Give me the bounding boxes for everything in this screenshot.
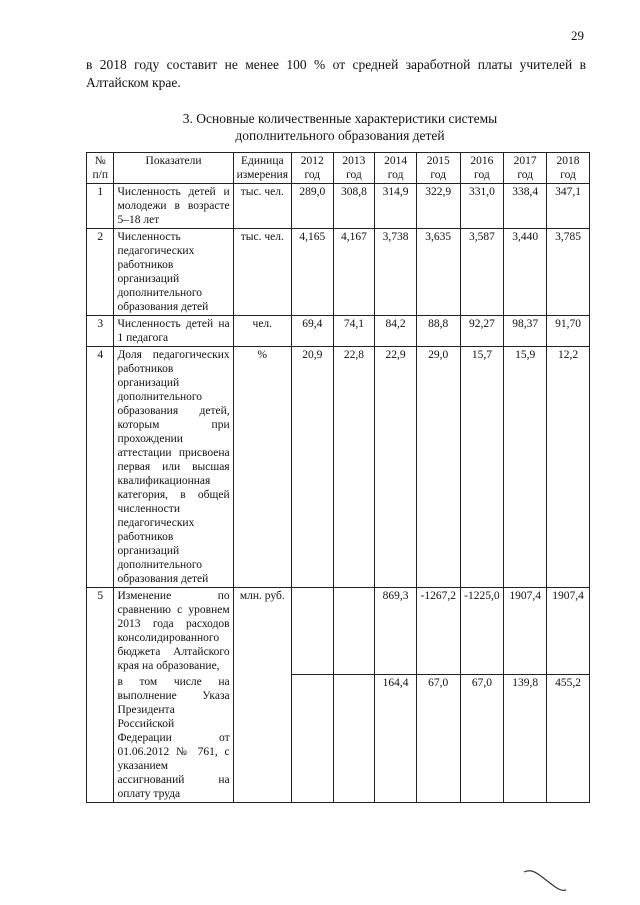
- row-value: 92,27: [460, 316, 504, 347]
- row-value: 331,0: [460, 184, 504, 229]
- row-indicator: Доля педагогических работников организаций дополнительного образования детей, которым при прохождении аттестации присвоена первая или высшая квалификационная категория, в общей численности педагогических работников организаций дополнительного образования детей: [114, 347, 233, 588]
- row-value: 455,2: [547, 674, 590, 803]
- row-value: 308,8: [333, 184, 375, 229]
- header-year: 2016 год: [460, 153, 504, 184]
- table-header-row: [87, 153, 590, 184]
- row-value: 314,9: [375, 184, 417, 229]
- row-value: 289,0: [291, 184, 333, 229]
- header-num: № п/п: [87, 153, 114, 184]
- row-value: 347,1: [547, 184, 590, 229]
- row-value: 15,9: [504, 347, 547, 588]
- row-value: 69,4: [291, 316, 333, 347]
- row-number: 3: [87, 316, 114, 347]
- row-value: -1225,0: [460, 588, 504, 675]
- indicators-table: [86, 152, 590, 803]
- row-value: 3,587: [460, 229, 504, 316]
- row-value: 91,70: [547, 316, 590, 347]
- row-indicator: в том числе на выполнение Указа Президента Российской Федерации от 01.06.2012 № 761, с указанием ассигнований на оплату труда: [114, 674, 233, 803]
- row-value: 4,165: [291, 229, 333, 316]
- row-value: 338,4: [504, 184, 547, 229]
- table-row: [87, 316, 590, 347]
- row-unit: %: [233, 347, 291, 588]
- header-year: 2013 год: [333, 153, 375, 184]
- row-value: -1267,2: [416, 588, 460, 675]
- row-value: 869,3: [375, 588, 417, 675]
- intro-paragraph: в 2018 году составит не менее 100 % от средней заработной платы учителей в Алтайском крае.: [86, 57, 586, 90]
- row-value: 84,2: [375, 316, 417, 347]
- header-year: 2018 год: [547, 153, 590, 184]
- page-number: 29: [571, 28, 584, 43]
- header-year: 2015 год: [416, 153, 460, 184]
- row-value: 67,0: [460, 674, 504, 803]
- section-title-line2: дополнительного образования детей: [235, 128, 445, 143]
- row-value: 139,8: [504, 674, 547, 803]
- row-indicator: Численность детей и молодежи в возрасте 5–18 лет: [114, 184, 233, 229]
- row-value: 1907,4: [547, 588, 590, 675]
- row-value: 4,167: [333, 229, 375, 316]
- row-value: [291, 674, 333, 803]
- row-value: 3,440: [504, 229, 547, 316]
- table-row: [87, 229, 590, 316]
- row-value: [333, 588, 375, 675]
- row-indicator: Численность педагогических работников организаций дополнительного образования детей: [114, 229, 233, 316]
- header-year: 2017 год: [504, 153, 547, 184]
- row-value: 12,2: [547, 347, 590, 588]
- row-value: 164,4: [375, 674, 417, 803]
- row-value: 29,0: [416, 347, 460, 588]
- header-indicator: Показатели: [114, 153, 233, 184]
- row-unit: чел.: [233, 316, 291, 347]
- header-year: 2014 год: [375, 153, 417, 184]
- row-value: 22,9: [375, 347, 417, 588]
- header-unit: Единица измерения: [233, 153, 291, 184]
- row-value: 1907,4: [504, 588, 547, 675]
- table-row: [87, 184, 590, 229]
- row-number: 5: [87, 588, 114, 803]
- row-value: 3,635: [416, 229, 460, 316]
- row-unit: тыс. чел.: [233, 229, 291, 316]
- signature-mark: [520, 866, 570, 896]
- row-value: 3,738: [375, 229, 417, 316]
- row-value: 15,7: [460, 347, 504, 588]
- section-title: [90, 110, 590, 144]
- row-value: 20,9: [291, 347, 333, 588]
- row-number: 2: [87, 229, 114, 316]
- row-value: 88,8: [416, 316, 460, 347]
- row-number: 4: [87, 347, 114, 588]
- row-value: [291, 588, 333, 675]
- table-row: [87, 588, 590, 675]
- row-value: 22,8: [333, 347, 375, 588]
- row-value: 3,785: [547, 229, 590, 316]
- row-value: 98,37: [504, 316, 547, 347]
- section-title-line1: 3. Основные количественные характеристики системы: [182, 111, 498, 126]
- row-number: 1: [87, 184, 114, 229]
- row-value: 67,0: [416, 674, 460, 803]
- row-indicator: Изменение по сравнению с уровнем 2013 года расходов консолидированного бюджета Алтайского края на образование,: [114, 588, 233, 675]
- table-row: [87, 674, 590, 803]
- row-unit: млн. руб.: [233, 588, 291, 803]
- row-value: [333, 674, 375, 803]
- header-year: 2012 год: [291, 153, 333, 184]
- row-indicator: Численность детей на 1 педагога: [114, 316, 233, 347]
- row-value: 322,9: [416, 184, 460, 229]
- table-row: [87, 347, 590, 588]
- row-unit: тыс. чел.: [233, 184, 291, 229]
- row-value: 74,1: [333, 316, 375, 347]
